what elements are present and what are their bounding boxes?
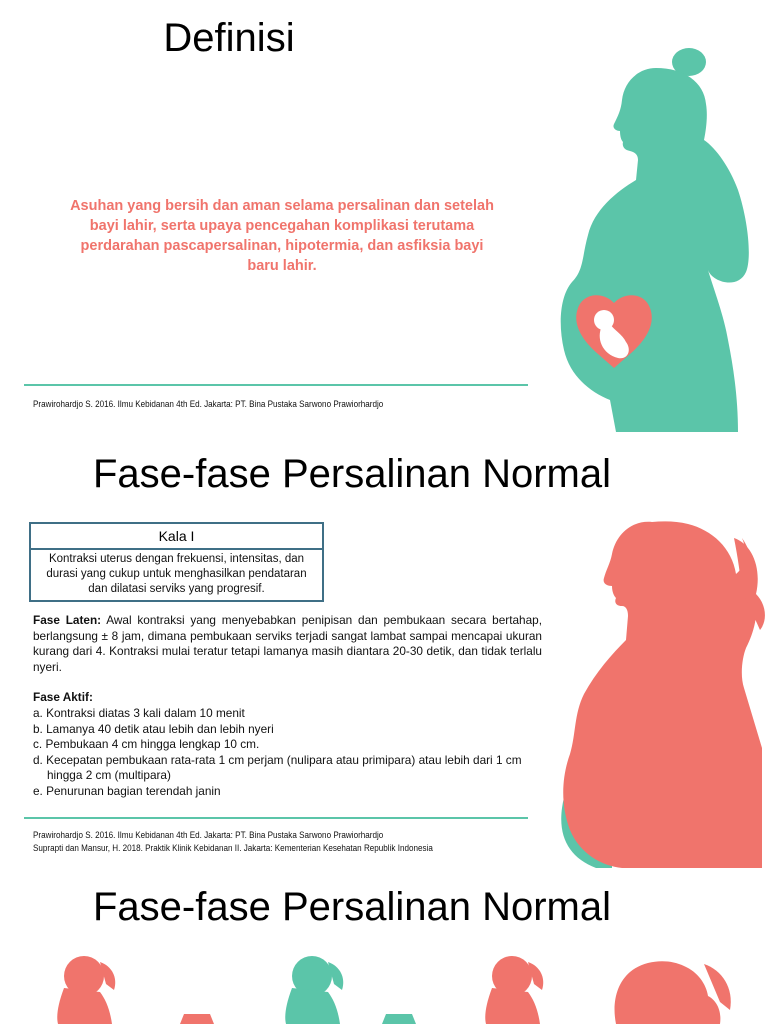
list-item: d. Kecepatan pembukaan rata-rata 1 cm perjam (nulipara atau primipara) atau lebih dari 1 cm hingga 2 cm (multipara) <box>33 752 522 783</box>
pregnant-woman-silhouette-icon <box>556 508 766 869</box>
slide-title: Fase-fase Persalinan Normal <box>93 452 611 496</box>
kala-box <box>29 522 324 602</box>
slide-title: Fase-fase Persalinan Normal <box>93 885 611 929</box>
woman-silhouette-sequence-icon <box>0 944 768 1024</box>
fase-aktif-list <box>33 706 542 800</box>
fase-laten-text: Awal kontraksi yang menyebabkan penipisan dan pembukaan secara bertahap, berlangsung ± 8 jam, dimana pembukaan serviks terjadi sangat lambat sampai mencapai ukuran kurang dari 4. Kontraksi mulai teratur tetapi lamanya masih diantara 20-30 detik, dan tidak terlalu nyeri. <box>33 613 543 674</box>
reference-text: Prawirohardjo S. 2016. Ilmu Kebidanan 4th Ed. Jakarta: PT. Bina Pustaka Sarwono Prawiorhardjo <box>33 830 384 840</box>
fase-laten-paragraph <box>33 613 542 675</box>
divider <box>24 817 528 819</box>
slide-title: Definisi <box>163 16 295 60</box>
reference-text: Prawirohardjo S. 2016. Ilmu Kebidanan 4th Ed. Jakarta: PT. Bina Pustaka Sarwono Prawiorhardjo <box>33 399 384 409</box>
kala-description: Kontraksi uterus dengan frekuensi, intensitas, dan durasi yang cukup untuk menghasilkan pendataran dan dilatasi serviks yang progresif. <box>46 553 307 595</box>
slide-definisi <box>0 0 768 436</box>
phase-text <box>33 613 542 800</box>
list-item: c. Pembukaan 4 cm hingga lengkap 10 cm. <box>33 737 260 752</box>
list-item: b. Lamanya 40 detik atau lebih dan lebih nyeri <box>33 721 274 736</box>
reference-text: Suprapti dan Mansur, H. 2018. Praktik Klinik Kebidanan II. Jakarta: Kementerian Kesehatan Republik Indonesia <box>33 843 433 853</box>
fase-aktif-label-text: Fase Aktif: <box>33 690 93 705</box>
slide-fase-persalinan-2 <box>0 869 768 1024</box>
definition-text: Asuhan yang bersih dan aman selama persalinan dan setelah bayi lahir, serta upaya pencegahan komplikasi terutama perdarahan pascapersalinan, hipotermia, dan asfiksia bayi baru lahir. <box>70 198 494 274</box>
fase-aktif-label <box>33 690 542 706</box>
list-item: e. Penurunan bagian terendah janin <box>33 783 221 798</box>
list-item: a. Kontraksi diatas 3 kali dalam 10 menit <box>33 705 245 720</box>
pregnant-woman-silhouette-heart-icon <box>538 20 768 436</box>
divider <box>24 384 528 386</box>
fase-laten-label: Fase Laten: <box>33 613 102 627</box>
kala-heading: Kala I <box>31 524 322 550</box>
slide-fase-persalinan <box>0 436 768 869</box>
